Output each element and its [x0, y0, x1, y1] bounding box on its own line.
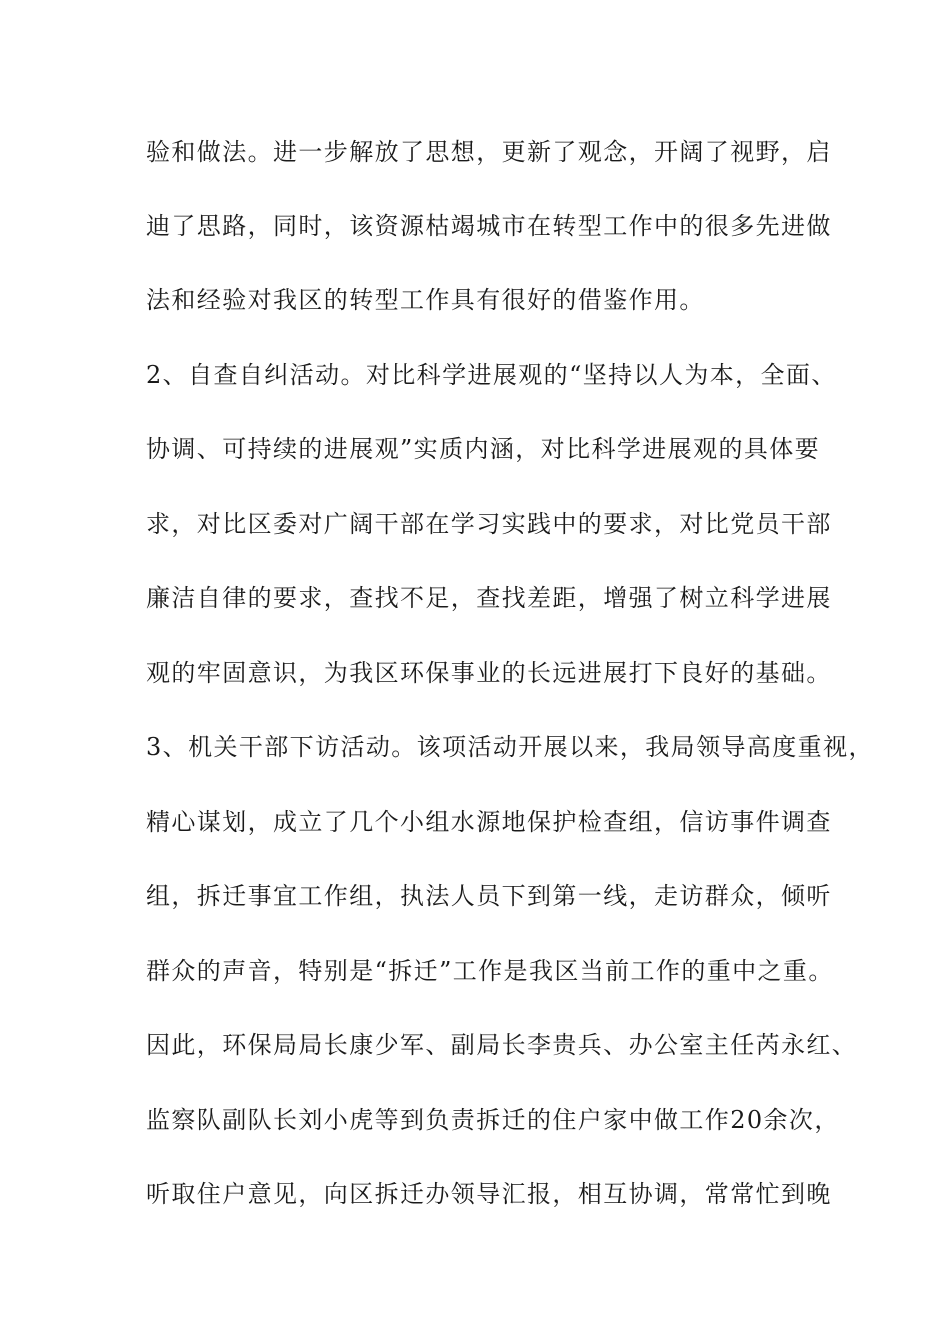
text-line: 廉洁自律的要求，查找不足，查找差距，增强了树立科学进展 [146, 584, 832, 612]
text-line: 监察队副队长刘小虎等到负责拆迁的住户家中做工作20余次， [146, 1106, 840, 1134]
text-line: 法和经验对我区的转型工作具有很好的借鉴作用。 [146, 286, 705, 314]
text-line: 观的牢固意识，为我区环保事业的长远进展打下良好的基础。 [146, 659, 832, 687]
text-line: 3、机关干部下访活动。该项活动开展以来，我局领导高度重视， [146, 733, 874, 761]
text-line: 求，对比区委对广阔干部在学习实践中的要求，对比党员干部 [146, 510, 832, 538]
text-line: 因此，环保局局长康少军、副局长李贵兵、办公室主任芮永红、 [146, 1031, 858, 1059]
text-line: 听取住户意见，向区拆迁办领导汇报，相互协调，常常忙到晚 [146, 1180, 832, 1208]
text-line: 群众的声音，特别是“拆迁”工作是我区当前工作的重中之重。 [146, 957, 834, 985]
text-line: 迪了思路，同时，该资源枯竭城市在转型工作中的很多先进做 [146, 212, 832, 240]
text-line: 2、自查自纠活动。对比科学进展观的“坚持以人为本，全面、 [146, 361, 837, 389]
text-line: 验和做法。进一步解放了思想，更新了观念，开阔了视野，启 [146, 138, 832, 166]
text-line: 组，拆迁事宜工作组，执法人员下到第一线，走访群众，倾听 [146, 882, 832, 910]
text-line: 精心谋划，成立了几个小组水源地保护检查组，信访事件调查 [146, 808, 832, 836]
text-line: 协调、可持续的进展观”实质内涵，对比科学进展观的具体要 [146, 435, 821, 463]
